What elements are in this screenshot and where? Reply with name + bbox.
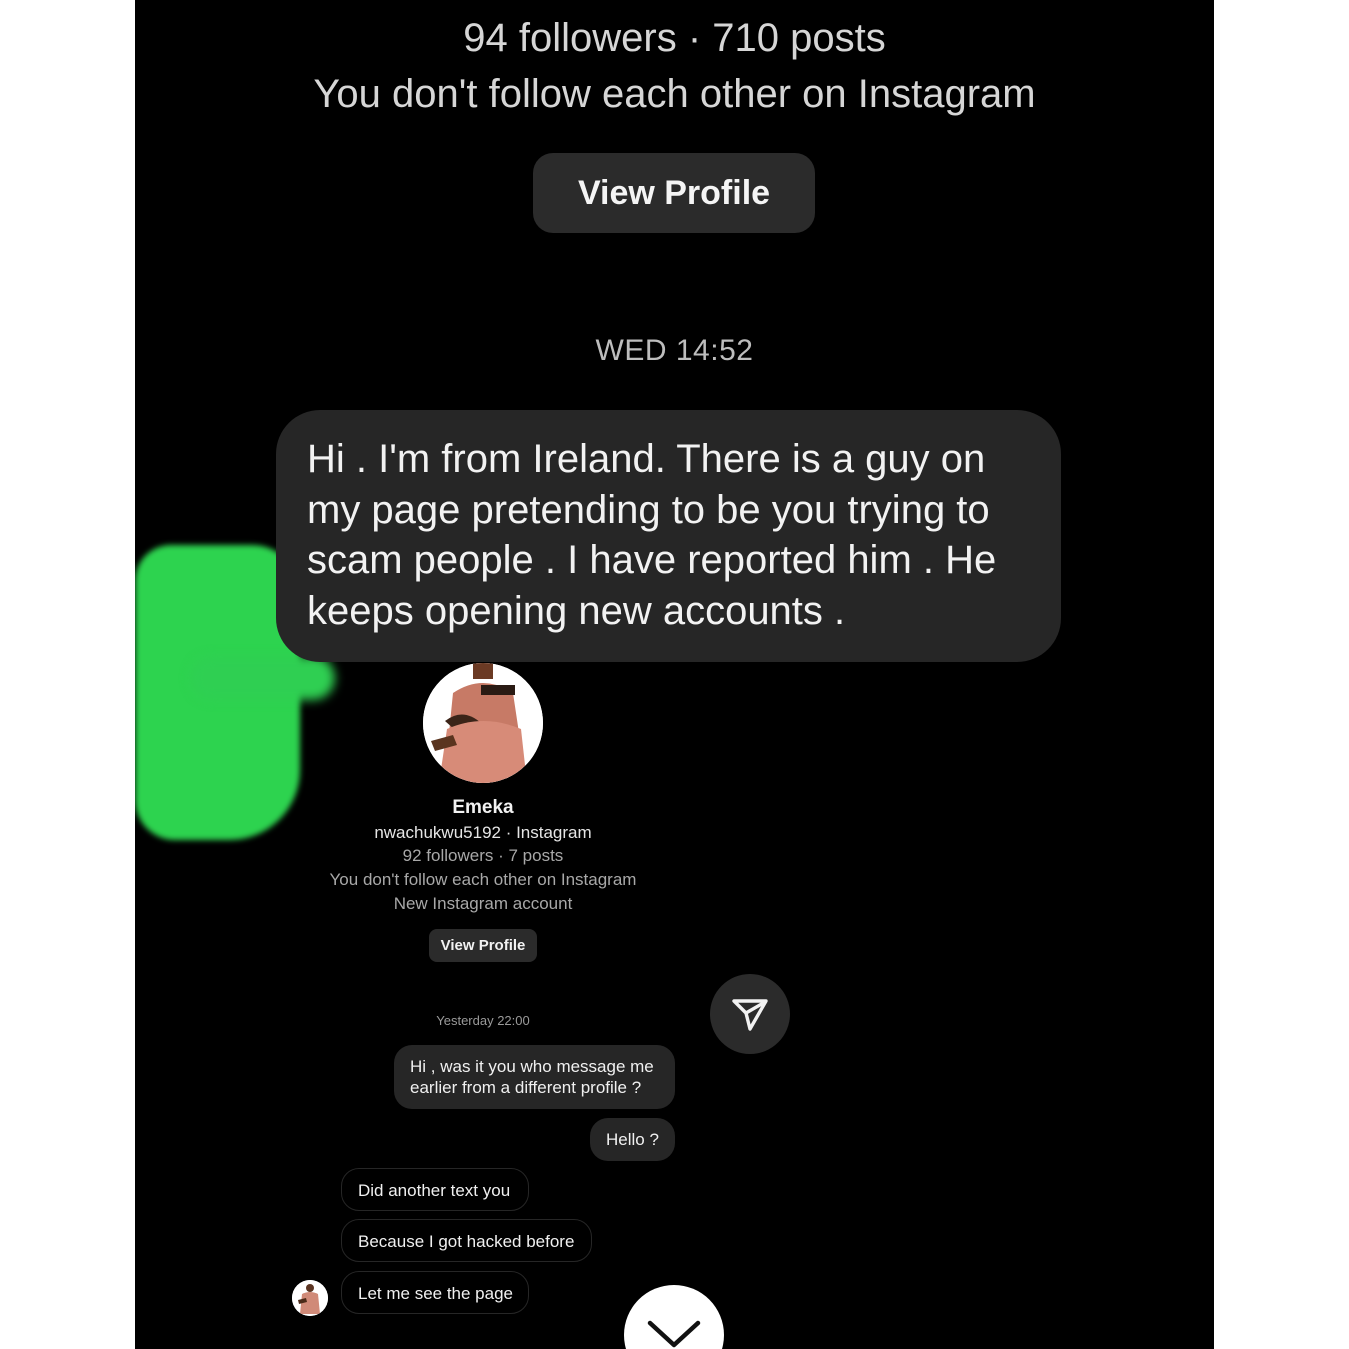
outgoing-message: Hi , was it you who message me earlier from a different profile ? xyxy=(394,1045,675,1109)
incoming-message-bubble: Hi . I'm from Ireland. There is a guy on my page pretending to be you trying to scam people . I have reported him . He keeps opening new accounts . xyxy=(276,410,1061,662)
chat-screen xyxy=(135,0,1214,1349)
sender-avatar[interactable] xyxy=(292,1280,328,1316)
incoming-message: Because I got hacked before xyxy=(341,1219,592,1262)
profile-account-note: New Instagram account xyxy=(393,894,573,913)
profile-follow-status-small: You don't follow each other on Instagram xyxy=(329,870,637,889)
person-photo-icon xyxy=(292,1280,328,1316)
profile-stats: 92 followers · 7 posts xyxy=(402,846,564,865)
person-photo-icon xyxy=(423,663,543,783)
share-button[interactable] xyxy=(710,974,790,1054)
emeka-avatar[interactable] xyxy=(423,663,543,783)
message-timestamp: WED 14:52 xyxy=(595,334,754,367)
profile-handle: nwachukwu5192 · Instagram xyxy=(374,823,592,842)
profile-follow-status: You don't follow each other on Instagram xyxy=(313,72,1036,116)
scroll-to-bottom-button[interactable] xyxy=(624,1285,724,1349)
outgoing-message: Hello ? xyxy=(590,1118,675,1161)
send-icon xyxy=(730,994,770,1034)
profile-followers-posts: 94 followers · 710 posts xyxy=(463,16,886,60)
profile-name: Emeka xyxy=(452,797,514,818)
incoming-message: Let me see the page xyxy=(341,1271,529,1314)
redaction-mark-tab xyxy=(190,656,335,700)
view-profile-button[interactable]: View Profile xyxy=(533,153,815,233)
incoming-message: Did another text you xyxy=(341,1168,529,1211)
chevron-down-icon xyxy=(646,1313,702,1349)
view-profile-button-small[interactable]: View Profile xyxy=(429,929,537,962)
embedded-timestamp: Yesterday 22:00 xyxy=(436,1013,530,1028)
